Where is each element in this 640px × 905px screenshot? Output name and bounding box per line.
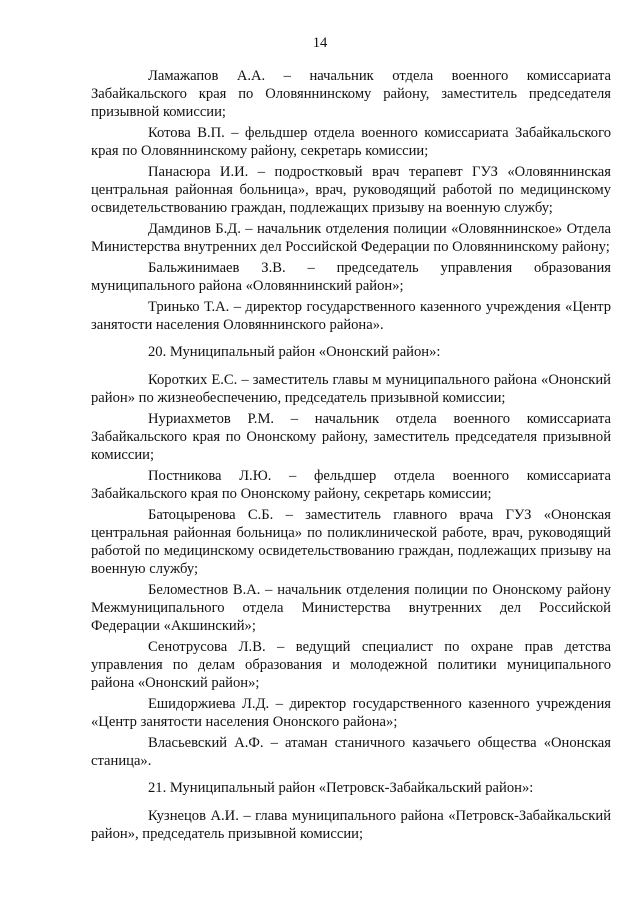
document-body [91,67,611,846]
member-entry: Дамдинов Б.Д. – начальник отделения полиции «Оловяннинское» Отдела Министерства внутренних дел Российской Федерации по Оловяннинскому району; [91,221,611,255]
member-entry: Нуриахметов Р.М. – начальник отдела военного комиссариата Забайкальского края по Ононскому району, заместитель председателя призывной комиссии; [91,411,611,463]
member-entry: Панасюра И.И. – подростковый врач терапевт ГУЗ «Оловяннинская центральная районная больница», врач, руководящий работой по медицинскому освидетельствованию граждан, подлежащих призыву на военную службу; [91,164,611,216]
member-entry: Власьевский А.Ф. – атаман станичного казачьего общества «Ононская станица». [91,735,611,769]
member-entry: Батоцыренова С.Б. – заместитель главного врача ГУЗ «Ононская центральная районная больница» по поликлинической работе, врач, руководящий работой по медицинскому освидетельствованию граждан, подлежащих призыву на военную службу; [91,507,611,577]
member-entry: Постникова Л.Ю. – фельдшер отдела военного комиссариата Забайкальского края по Ононскому району, секретарь комиссии; [91,468,611,502]
section-heading: 21. Муниципальный район «Петровск-Забайкальский район»: [148,780,534,796]
member-entry: Сенотрусова Л.В. – ведущий специалист по охране прав детства управления по делам образования и молодежной политики муниципального района «Ононский район»; [91,639,611,691]
member-entry: Котова В.П. – фельдшер отдела военного комиссариата Забайкальского края по Оловяннинскому району, секретарь комиссии; [91,125,611,159]
member-entry: Ламажапов А.А. – начальник отдела военного комиссариата Забайкальского края по Оловяннинскому району, заместитель председателя призывной комиссии; [91,68,611,120]
section-heading: 20. Муниципальный район «Ононский район»: [148,344,441,360]
member-entry: Бальжинимаев З.В. – председатель управления образования муниципального района «Оловяннинский район»; [91,260,611,294]
page-number: 14 [312,35,328,51]
member-entry: Ешидоржиева Л.Д. – директор государственного казенного учреждения «Центр занятости населения Ононского района»; [91,696,611,730]
member-entry: Кузнецов А.И. – глава муниципального района «Петровск-Забайкальский район», председатель призывной комиссии; [91,808,611,842]
member-entry: Беломестнов В.А. – начальник отделения полиции по Ононскому району Межмуниципального отдела Министерства внутренних дел Российской Федерации «Акшинский»; [91,582,611,634]
member-entry: Коротких Е.С. – заместитель главы м муниципального района «Ононский район» по жизнеобеспечению, председатель призывной комиссии; [91,372,611,406]
member-entry: Тринько Т.А. – директор государственного казенного учреждения «Центр занятости населения Оловяннинского района». [91,299,611,333]
